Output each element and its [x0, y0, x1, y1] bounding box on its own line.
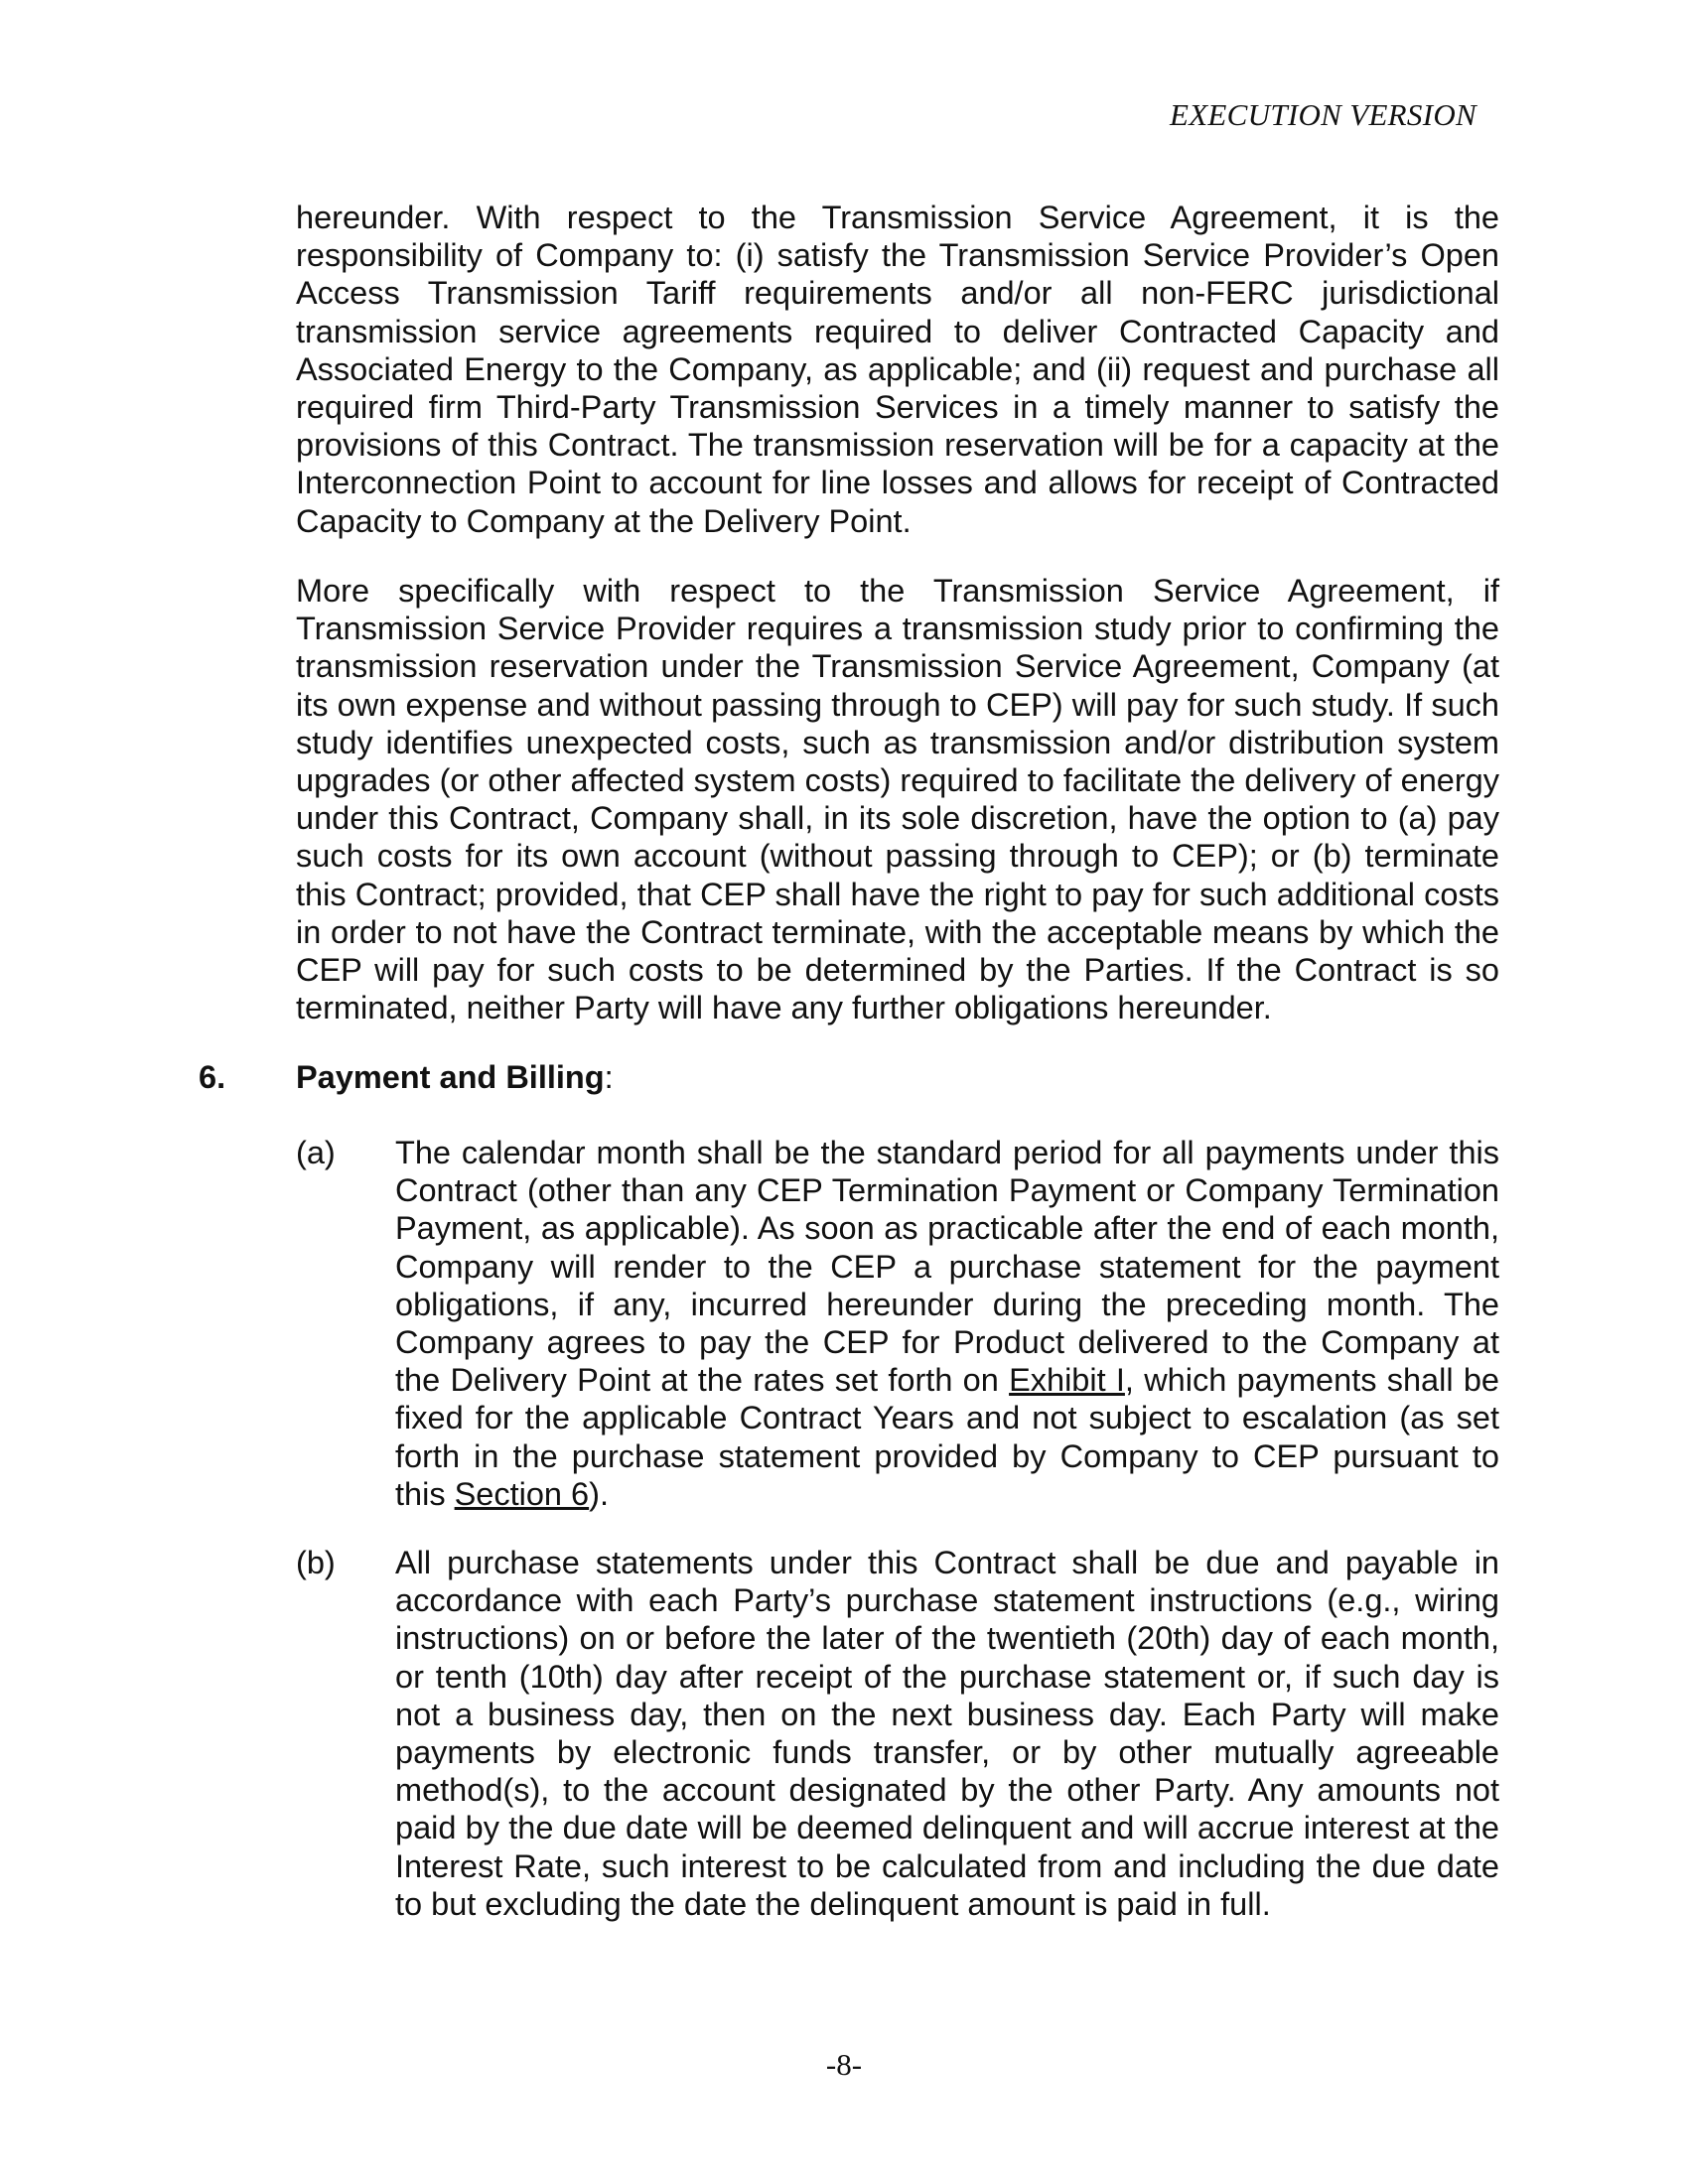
subsection-text-part: ). — [589, 1475, 609, 1512]
subsection-a — [296, 1134, 1499, 1513]
body-paragraph: More specifically with respect to the Transmission Service Agreement, if Transmission Service Provider requires a transmission study prior to confirming the transmission reservation under the Transmission Service Agreement, Company (at its own expense and without passing through to CEP) will pay for such study. If such study identifies unexpected costs, such as transmission and/or distribution system upgrades (or other affected system costs) required to facilitate the delivery of energy under this Contract, Company shall, in its sole discretion, have the option to (a) pay such costs for its own account (without passing through to CEP); or (b) terminate this Contract; provided, that CEP shall have the right to pay for such additional costs in order to not have the Contract terminate, with the acceptable means by which the CEP will pay for such costs to be determined by the Parties. If the Contract is so terminated, neither Party will have any further obligations hereunder. — [296, 573, 1499, 1026]
subsection-label: (b) — [296, 1545, 336, 1580]
subsection-label: (a) — [296, 1135, 336, 1170]
section-heading — [199, 1058, 614, 1096]
section-title-suffix: : — [604, 1059, 614, 1095]
document-version-header: EXECUTION VERSION — [1169, 97, 1477, 132]
subsection-text-part: , which payments shall be fixed for the applicable Contract Years and not subject to escalation (as set forth in the purchase statement provided by Company to CEP pursuant to this — [395, 1362, 1499, 1512]
subsection-text: All purchase statements under this Contract shall be due and payable in accordance with each Party’s purchase statement instructions (e.g., wiring instructions) on or before the later of the twentieth (20th) day of each month, or tenth (10th) day after receipt of the purchase statement or, if such day is not a business day, then on the next business day. Each Party will make payments by electronic funds transfer, or by other mutually agreeable method(s), to the account designated by the other Party. Any amounts not paid by the due date will be deemed delinquent and will accrue interest at the Interest Rate, such interest to be calculated from and including the due date to but excluding the date the delinquent amount is paid in full. — [395, 1545, 1499, 1922]
body-paragraph: hereunder. With respect to the Transmission Service Agreement, it is the responsibility of Company to: (i) satisfy the Transmission Service Provider’s Open Access Transmission Tariff requirements and/or all non-FERC jurisdictional transmission service agreements required to deliver Contracted Capacity and Associated Energy to the Company, as applicable; and (ii) request and purchase all required firm Third-Party Transmission Services in a timely manner to satisfy the provisions of this Contract. The transmission reservation will be for a capacity at the Interconnection Point to account for line losses and allows for receipt of Contracted Capacity to Company at the Delivery Point. — [296, 200, 1499, 539]
subsection-b — [296, 1544, 1499, 1923]
section-number: 6. — [199, 1059, 226, 1095]
section-title: Payment and Billing — [296, 1059, 605, 1095]
section-reference-link[interactable]: Section 6 — [454, 1475, 590, 1512]
page-number: -8- — [825, 2047, 863, 2082]
subsection-text-part: The calendar month shall be the standard period for all payments under this Contract (other than any CEP Termination Payment or Company Termination Payment, as applicable). As soon as practicable after the end of each month, Company will render to the CEP a purchase statement for the payment obligations, if any, incurred hereunder during the preceding month. The Company agrees to pay the CEP for Product delivered to the Company at the Delivery Point at the rates set forth on — [395, 1135, 1499, 1399]
exhibit-reference-link[interactable]: Exhibit I — [1009, 1362, 1125, 1399]
subsection-text — [395, 1134, 1499, 1513]
